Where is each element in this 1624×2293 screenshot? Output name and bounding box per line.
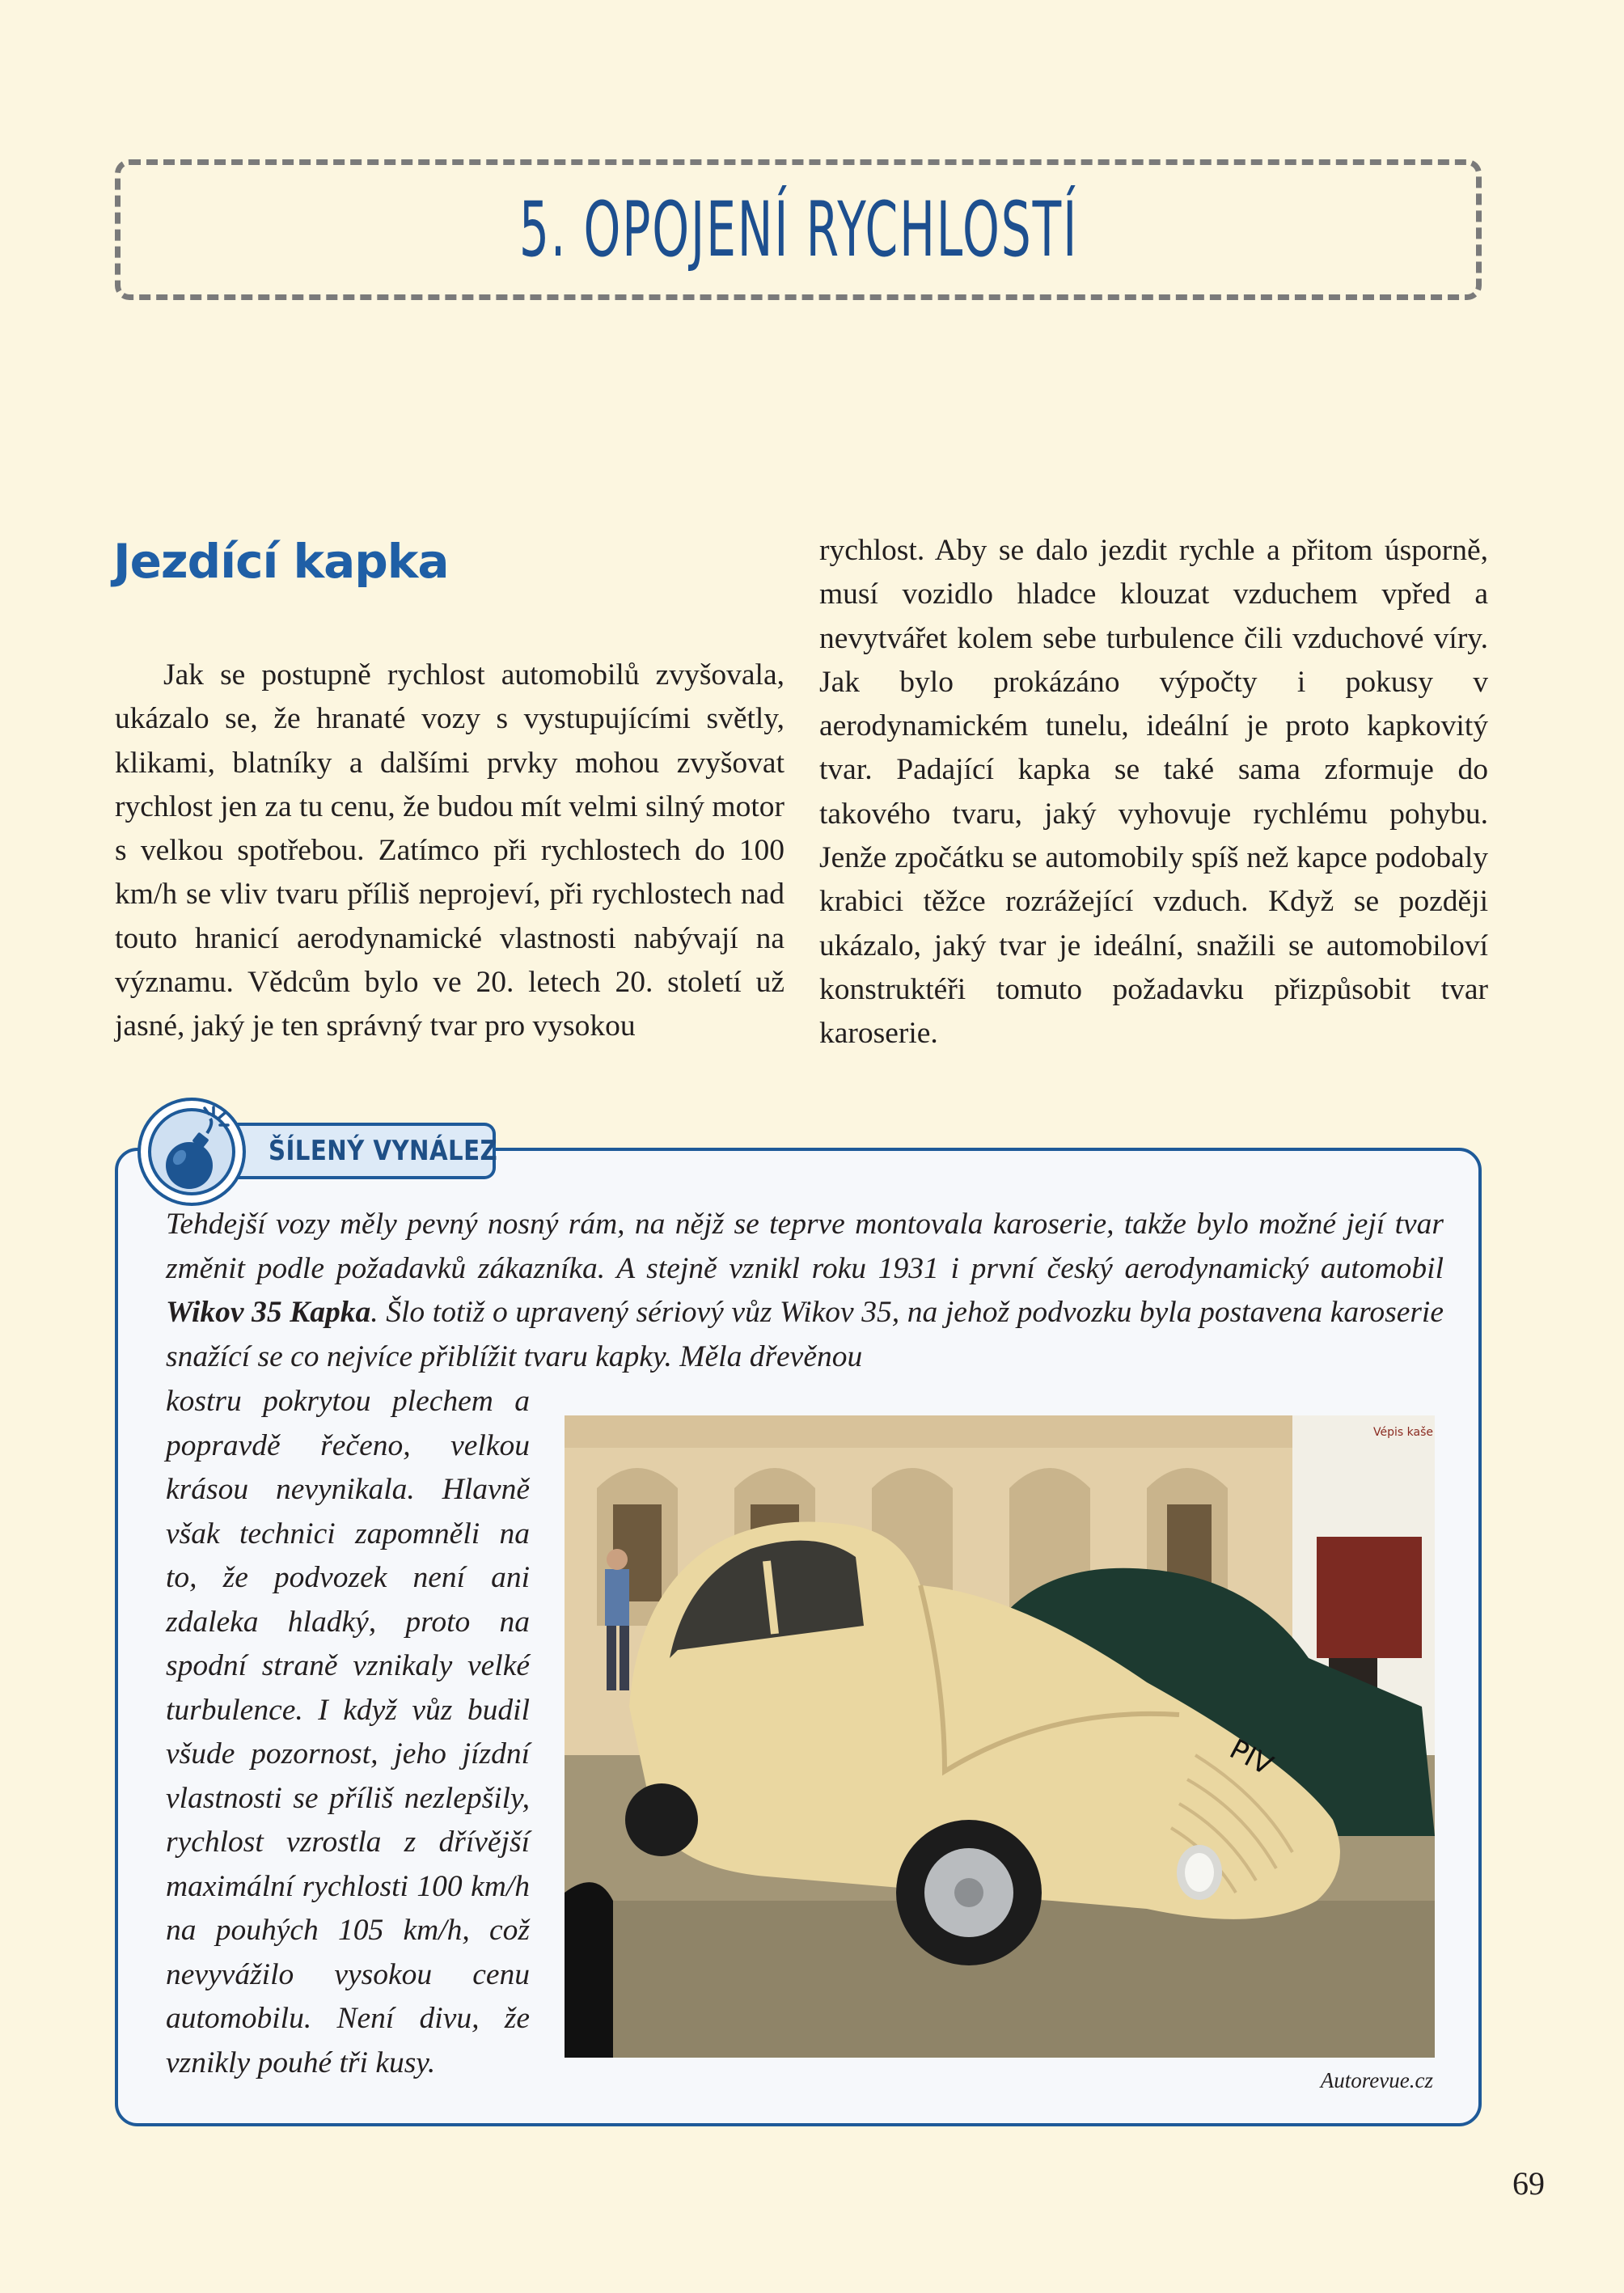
car-photo-illustration bbox=[565, 1415, 1435, 2058]
photo-credit: Autorevue.cz bbox=[1320, 2068, 1433, 2092]
infobox-text-top bbox=[166, 1203, 1444, 1379]
body-text-left-column: Jak se postupně rychlost automobilů zvyšovala, ukázalo se, že hranaté vozy s vystupujícími světly, klikami, blatníky a dalšími prvky mohou zvyšovat rychlost jen za tu cenu, že budou mít velmi silný motor s velkou spotřebou. Zatímco při rychlostech do 100 km/h se vliv tvaru příliš neprojeví, při rychlostech nad touto hranicí aerodynamické vlastnosti nabývají na významu. Vědcům bylo ve 20. letech 20. století už jasné, jaký je ten správný tvar pro vysokou bbox=[115, 658, 785, 1043]
chapter-title: 5. OPOJENÍ RYCHLOSTÍ bbox=[518, 185, 1078, 274]
license-plate-text: PIV bbox=[1224, 1732, 1279, 1783]
infobox-icon-badge bbox=[137, 1098, 246, 1206]
chapter-title-box bbox=[115, 159, 1482, 300]
page-number: 69 bbox=[1512, 2165, 1545, 2202]
bomb-icon bbox=[141, 1101, 249, 1209]
photo-sign-text: Vépis kaše bbox=[1373, 1426, 1433, 1439]
infobox-text-top-part2: . Šlo totiž o upravený sériový vůz Wikov 35, na jehož podvozku byla postavena karoserie snažící se co nejvíce přiblížit tvaru kapky. Měla dřevěnou bbox=[166, 1296, 1444, 1373]
infobox-label: ŠÍLENÝ VYNÁLEZ bbox=[269, 1135, 498, 1167]
wikov-car-photo bbox=[565, 1415, 1435, 2058]
body-text-right-column: rychlost. Aby se dalo jezdit rychle a přitom úsporně, musí vozidlo hladce klouzat vzduchem vpřed a nevytvářet kolem sebe turbulence čili vzduchové víry. Jak bylo prokázáno výpočty i pokusy v aerodynamickém tunelu, ideální je proto kapkovitý tvar. Padající kapka se také sama zformuje do takového tvaru, jaký vyhovuje rychlému pohybu. Jenže zpočátku se automobily spíš než kapce podobaly krabici těžce rozrážející vzduch. Když se později ukázalo, jaký tvar je ideální, snažili se automobiloví konstruktéři tomuto požadavku přizpůsobit tvar karoserie. bbox=[819, 534, 1488, 1051]
infobox-label-tab bbox=[212, 1123, 496, 1179]
infobox-text-side: kostru pokrytou plechem a popravdě řečeno, velkou krásou nevynikala. Hlavně však technici zapomněli na to, že podvozek není ani zdaleka hladký, proto na spodní straně vznikaly velké turbulence. I když vůz budil všude pozornost, jeho jízdní vlastnosti se příliš nezlepšily, rychlost vzrostla z dřívější maximální rychlosti 100 km/h na pouhých 105 km/h, což nevyvážilo vysokou cenu automobilu. Není divu, že vznikly pouhé tři kusy. bbox=[166, 1385, 530, 2079]
section-heading: Jezdící kapka bbox=[113, 534, 449, 589]
car-name-bold: Wikov 35 Kapka bbox=[166, 1296, 371, 1329]
infobox-text-top-part1: Tehdejší vozy měly pevný nosný rám, na nějž se teprve montovala karoserie, takže bylo možné její tvar změnit podle požadavků zákazníka. A stejně vznikl roku 1931 i první český aerodynamický automobil bbox=[166, 1208, 1444, 1285]
